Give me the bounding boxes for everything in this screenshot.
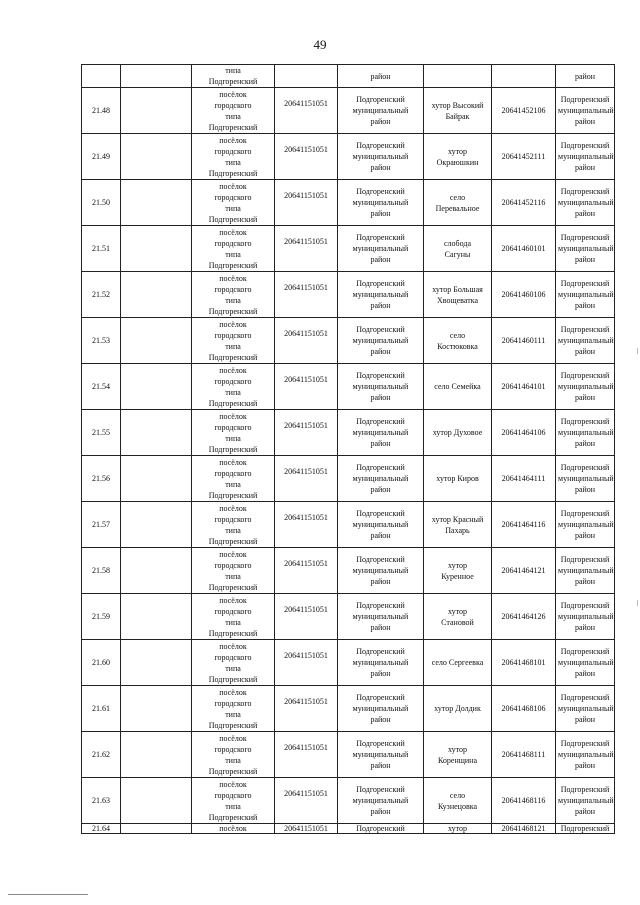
- table-row: [82, 732, 615, 778]
- cell-oktmo: 20641151051: [275, 732, 338, 778]
- cell-settlement: посёлок городского типа Подгоренский: [192, 180, 275, 226]
- cell-district: Подгоренский муниципальный район: [338, 686, 424, 732]
- cell-oktmo: 20641151051: [275, 88, 338, 134]
- settlements-table: [81, 64, 615, 834]
- cell-number: 21.48: [82, 88, 121, 134]
- cell-settlement: посёлок городского типа Подгоренский: [192, 456, 275, 502]
- cell-number: 21.50: [82, 180, 121, 226]
- cell-locality-code: 20641460106: [492, 272, 556, 318]
- cell-empty: [424, 65, 492, 88]
- table-row: [82, 686, 615, 732]
- table-row: [82, 640, 615, 686]
- cell-rural-district: Подгоренский муниципальный район: [556, 502, 615, 548]
- cell-locality-code: 20641464106: [492, 410, 556, 456]
- table-row: [82, 180, 615, 226]
- cell-oktmo: 20641151051: [275, 318, 338, 364]
- cell-rural-district: Подгоренский муниципальный район: [556, 318, 615, 364]
- cell-locality: хутор Коренщина: [424, 732, 492, 778]
- cell-empty: [121, 778, 192, 824]
- cell-rural-district: Подгоренский муниципальный район: [556, 364, 615, 410]
- cell-oktmo: 20641151051: [275, 594, 338, 640]
- cell-rural-district: Подгоренский муниципальный район: [556, 180, 615, 226]
- cell-empty: [121, 134, 192, 180]
- cell-number: 21.62: [82, 732, 121, 778]
- cell-number: 21.54: [82, 364, 121, 410]
- cell-empty: [121, 640, 192, 686]
- cell-rural-district: Подгоренский муниципальный район: [556, 594, 615, 640]
- cell-settlement: посёлок городского типа Подгоренский: [192, 318, 275, 364]
- cell-oktmo: 20641151051: [275, 824, 338, 834]
- cell-district: Подгоренский муниципальный район: [338, 180, 424, 226]
- cell-number: 21.51: [82, 226, 121, 272]
- cell-empty: [121, 548, 192, 594]
- cell-district: Подгоренский муниципальный район: [338, 732, 424, 778]
- cell-settlement: посёлок городского типа Подгоренский: [192, 686, 275, 732]
- cell-locality-code: 20641468116: [492, 778, 556, 824]
- cell-settlement: типа Подгоренский: [192, 65, 275, 88]
- cell-district: Подгоренский муниципальный район: [338, 410, 424, 456]
- cell-locality-code: 20641452111: [492, 134, 556, 180]
- cell-locality: село Кузнецовка: [424, 778, 492, 824]
- cell-locality: хутор Долдик: [424, 686, 492, 732]
- cell-district: Подгоренский муниципальный район: [338, 226, 424, 272]
- cell-district: Подгоренский муниципальный район: [338, 548, 424, 594]
- table-row: [82, 502, 615, 548]
- cell-locality: хутор Куренное: [424, 548, 492, 594]
- cell-district: Подгоренский муниципальный район: [338, 640, 424, 686]
- cell-district: Подгоренский муниципальный район: [338, 364, 424, 410]
- cell-oktmo: 20641151051: [275, 364, 338, 410]
- table-row: [82, 226, 615, 272]
- cell-locality-code: 20641468101: [492, 640, 556, 686]
- cell-settlement: посёлок городского типа Подгоренский: [192, 88, 275, 134]
- edge-mark: [637, 600, 638, 606]
- cell-number: 21.63: [82, 778, 121, 824]
- cell-oktmo: 20641151051: [275, 548, 338, 594]
- cell-empty: [121, 180, 192, 226]
- edge-mark: [637, 348, 638, 354]
- cell-locality: слобода Сагуны: [424, 226, 492, 272]
- cell-number: 21.57: [82, 502, 121, 548]
- cell-rural-district: Подгоренский: [556, 824, 615, 834]
- cell-oktmo: 20641151051: [275, 226, 338, 272]
- cell-locality-code: 20641464111: [492, 456, 556, 502]
- cell-empty: [121, 410, 192, 456]
- table-row: [82, 594, 615, 640]
- cell-rural-district: Подгоренский муниципальный район: [556, 226, 615, 272]
- cell-district: Подгоренский муниципальный район: [338, 134, 424, 180]
- cell-oktmo: 20641151051: [275, 502, 338, 548]
- cell-locality: хутор Киров: [424, 456, 492, 502]
- cell-rural-district: Подгоренский муниципальный район: [556, 732, 615, 778]
- table-row: [82, 272, 615, 318]
- cell-empty: [121, 226, 192, 272]
- cell-locality: село Перевальное: [424, 180, 492, 226]
- cell-empty: [121, 364, 192, 410]
- cell-settlement: посёлок городского типа Подгоренский: [192, 502, 275, 548]
- cell-empty: [121, 65, 192, 88]
- cell-empty: [121, 502, 192, 548]
- cell-oktmo: 20641151051: [275, 778, 338, 824]
- cell-oktmo: 20641151051: [275, 272, 338, 318]
- cell-locality: хутор Высокий Байрак: [424, 88, 492, 134]
- cell-empty: [275, 65, 338, 88]
- cell-locality-code: 20641468111: [492, 732, 556, 778]
- cell-locality: село Сергеевка: [424, 640, 492, 686]
- cell-rural-district: Подгоренский муниципальный район: [556, 410, 615, 456]
- cell-district: Подгоренский муниципальный район: [338, 456, 424, 502]
- cell-district: Подгоренский муниципальный район: [338, 594, 424, 640]
- cell-rural-district: Подгоренский муниципальный район: [556, 640, 615, 686]
- cell-locality-code: 20641460101: [492, 226, 556, 272]
- table-row: [82, 364, 615, 410]
- cell-locality-code: 20641452106: [492, 88, 556, 134]
- cell-rural-district: Подгоренский муниципальный район: [556, 456, 615, 502]
- cell-oktmo: 20641151051: [275, 410, 338, 456]
- cell-oktmo: 20641151051: [275, 640, 338, 686]
- cell-oktmo: 20641151051: [275, 686, 338, 732]
- table-row: [82, 134, 615, 180]
- cell-empty: [121, 686, 192, 732]
- cell-empty: [121, 732, 192, 778]
- cell-rural-district: Подгоренский муниципальный район: [556, 88, 615, 134]
- cell-locality-code: 20641464121: [492, 548, 556, 594]
- cell-empty: [121, 594, 192, 640]
- cell-locality: село Семейка: [424, 364, 492, 410]
- cell-empty: [82, 65, 121, 88]
- table-row-continued: [82, 65, 615, 88]
- cell-locality: хутор Духовое: [424, 410, 492, 456]
- table-row: [82, 456, 615, 502]
- cell-empty: [121, 456, 192, 502]
- table-row: [82, 548, 615, 594]
- cell-empty: [492, 65, 556, 88]
- cell-number: 21.59: [82, 594, 121, 640]
- cell-district: Подгоренский: [338, 824, 424, 834]
- cell-rural-district: Подгоренский муниципальный район: [556, 134, 615, 180]
- cell-settlement: посёлок городского типа Подгоренский: [192, 364, 275, 410]
- cell-district: район: [338, 65, 424, 88]
- cell-locality: хутор Становой: [424, 594, 492, 640]
- cell-oktmo: 20641151051: [275, 456, 338, 502]
- cell-empty: [121, 824, 192, 834]
- cell-settlement: посёлок городского типа Подгоренский: [192, 778, 275, 824]
- page-number: 49: [313, 37, 327, 52]
- cell-district: Подгоренский муниципальный район: [338, 272, 424, 318]
- cell-locality-code: 20641468121: [492, 824, 556, 834]
- cell-settlement: посёлок городского типа Подгоренский: [192, 640, 275, 686]
- table-body: [82, 65, 615, 834]
- cell-settlement: посёлок городского типа Подгоренский: [192, 732, 275, 778]
- cell-locality-code: 20641464101: [492, 364, 556, 410]
- cell-locality: хутор Окраюшкин: [424, 134, 492, 180]
- cell-number: 21.58: [82, 548, 121, 594]
- cell-rural-district: район: [556, 65, 615, 88]
- cell-settlement: посёлок городского типа Подгоренский: [192, 226, 275, 272]
- cell-district: Подгоренский муниципальный район: [338, 502, 424, 548]
- cell-number: 21.49: [82, 134, 121, 180]
- table-row: [82, 318, 615, 364]
- cell-oktmo: 20641151051: [275, 180, 338, 226]
- cell-locality: хутор Красный Пахарь: [424, 502, 492, 548]
- cell-district: Подгоренский муниципальный район: [338, 88, 424, 134]
- cell-number: 21.60: [82, 640, 121, 686]
- table-row-last: [82, 824, 615, 834]
- cell-number: 21.52: [82, 272, 121, 318]
- cell-district: Подгоренский муниципальный район: [338, 318, 424, 364]
- cell-number: 21.55: [82, 410, 121, 456]
- cell-empty: [121, 272, 192, 318]
- footer-rule: [8, 894, 88, 895]
- cell-settlement: посёлок городского типа Подгоренский: [192, 134, 275, 180]
- cell-locality-code: 20641452116: [492, 180, 556, 226]
- table-row: [82, 410, 615, 456]
- cell-empty: [121, 318, 192, 364]
- table-row: [82, 88, 615, 134]
- cell-rural-district: Подгоренский муниципальный район: [556, 778, 615, 824]
- cell-locality-code: 20641460111: [492, 318, 556, 364]
- cell-settlement: посёлок городского типа Подгоренский: [192, 594, 275, 640]
- cell-rural-district: Подгоренский муниципальный район: [556, 548, 615, 594]
- cell-locality-code: 20641464116: [492, 502, 556, 548]
- cell-locality-code: 20641468106: [492, 686, 556, 732]
- cell-number: 21.56: [82, 456, 121, 502]
- cell-number: 21.64: [82, 824, 121, 834]
- cell-number: 21.53: [82, 318, 121, 364]
- cell-locality: хутор Большая Хвощеватка: [424, 272, 492, 318]
- cell-settlement: посёлок городского типа Подгоренский: [192, 548, 275, 594]
- cell-settlement: посёлок городского типа Подгоренский: [192, 272, 275, 318]
- cell-settlement: посёлок городского типа Подгоренский: [192, 410, 275, 456]
- cell-number: 21.61: [82, 686, 121, 732]
- cell-oktmo: 20641151051: [275, 134, 338, 180]
- cell-settlement: посёлок: [192, 824, 275, 834]
- cell-locality-code: 20641464126: [492, 594, 556, 640]
- cell-empty: [121, 88, 192, 134]
- cell-district: Подгоренский муниципальный район: [338, 778, 424, 824]
- cell-locality: село Костюковка: [424, 318, 492, 364]
- cell-rural-district: Подгоренский муниципальный район: [556, 686, 615, 732]
- cell-rural-district: Подгоренский муниципальный район: [556, 272, 615, 318]
- table-row: [82, 778, 615, 824]
- cell-locality: хутор: [424, 824, 492, 834]
